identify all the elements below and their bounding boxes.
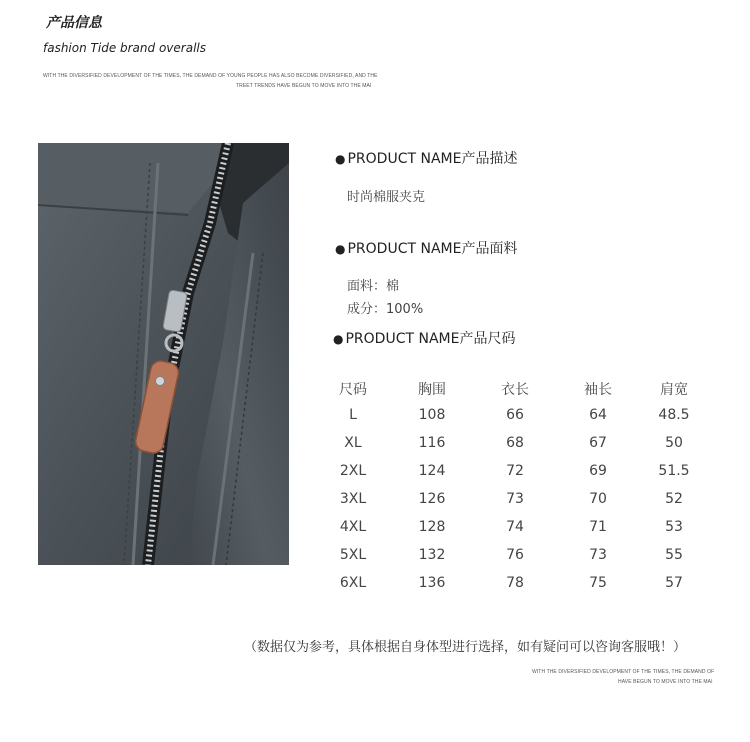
table-cell: 136 bbox=[418, 575, 446, 591]
table-cell: 126 bbox=[418, 491, 446, 507]
table-cell: 132 bbox=[418, 547, 446, 563]
table-cell: 78 bbox=[506, 575, 524, 591]
table-cell: XL bbox=[344, 435, 362, 451]
table-cell: 72 bbox=[506, 463, 524, 479]
table-cell: 124 bbox=[418, 463, 446, 479]
table-cell: 75 bbox=[589, 575, 607, 591]
jacket-zipper-image bbox=[38, 143, 289, 565]
product-photo bbox=[38, 143, 289, 565]
table-cell: 76 bbox=[506, 547, 524, 563]
table-cell: 66 bbox=[506, 407, 524, 423]
table-cell: 73 bbox=[589, 547, 607, 563]
column-header: 胸围 bbox=[418, 382, 446, 398]
column-header: 袖长 bbox=[584, 382, 612, 398]
table-cell: 4XL bbox=[339, 519, 367, 535]
footer-tagline-2: HAVE BEGUN TO MOVE INTO THE MAI bbox=[618, 679, 713, 685]
table-cell: 108 bbox=[418, 407, 446, 423]
table-cell: 116 bbox=[418, 435, 446, 451]
size-heading: ● PRODUCT NAME产品尺码 bbox=[333, 331, 516, 347]
section-title: 产品信息 bbox=[46, 15, 102, 31]
table-cell: 53 bbox=[665, 519, 683, 535]
bullet-icon: ● bbox=[333, 332, 344, 346]
fabric-line: 面料：棉 bbox=[347, 279, 400, 294]
table-cell: 69 bbox=[589, 463, 607, 479]
bullet-icon: ● bbox=[335, 242, 346, 256]
size-disclaimer: （数据仅为参考，具体根据自身体型进行选择，如有疑问可以咨询客服哦！） bbox=[244, 640, 687, 655]
table-cell: 67 bbox=[589, 435, 607, 451]
table-cell: 57 bbox=[665, 575, 683, 591]
table-cell: 71 bbox=[589, 519, 607, 535]
table-cell: 5XL bbox=[339, 547, 367, 563]
table-cell: 2XL bbox=[339, 463, 367, 479]
table-cell: 3XL bbox=[339, 491, 367, 507]
footer-tagline-1: WITH THE DIVERSIFIED DEVELOPMENT OF THE TIMES, THE DEMAND OF bbox=[532, 669, 715, 675]
column-header: 尺码 bbox=[339, 382, 367, 398]
table-cell: 73 bbox=[506, 491, 524, 507]
section-subtitle: fashion Tide brand overalls bbox=[43, 41, 206, 55]
fabric-heading: ● PRODUCT NAME产品面料 bbox=[335, 241, 518, 257]
composition-line: 成分：100% bbox=[347, 302, 424, 317]
table-cell: L bbox=[349, 407, 357, 423]
column-header: 衣长 bbox=[501, 382, 529, 398]
description-heading: ● PRODUCT NAME产品描述 bbox=[335, 151, 518, 167]
table-cell: 64 bbox=[589, 407, 607, 423]
description-text: 时尚棉服夹克 bbox=[347, 190, 426, 205]
table-cell: 52 bbox=[665, 491, 683, 507]
table-cell: 68 bbox=[506, 435, 524, 451]
header-tagline-2: TREET TRENDS HAVE BEGUN TO MOVE INTO THE MAI bbox=[236, 83, 372, 89]
bullet-icon: ● bbox=[335, 152, 346, 166]
table-cell: 70 bbox=[589, 491, 607, 507]
table-cell: 48.5 bbox=[658, 407, 690, 423]
table-cell: 50 bbox=[665, 435, 683, 451]
table-cell: 55 bbox=[665, 547, 683, 563]
table-cell: 6XL bbox=[339, 575, 367, 591]
header-tagline-1: WITH THE DIVERSIFIED DEVELOPMENT OF THE TIMES, THE DEMAND OF YOUNG PEOPLE HAS ALSO BECOME DIVERSIFIED, AND THE bbox=[43, 73, 378, 79]
column-header: 肩宽 bbox=[660, 382, 688, 398]
table-cell: 51.5 bbox=[658, 463, 690, 479]
table-cell: 74 bbox=[506, 519, 524, 535]
table-cell: 128 bbox=[418, 519, 446, 535]
